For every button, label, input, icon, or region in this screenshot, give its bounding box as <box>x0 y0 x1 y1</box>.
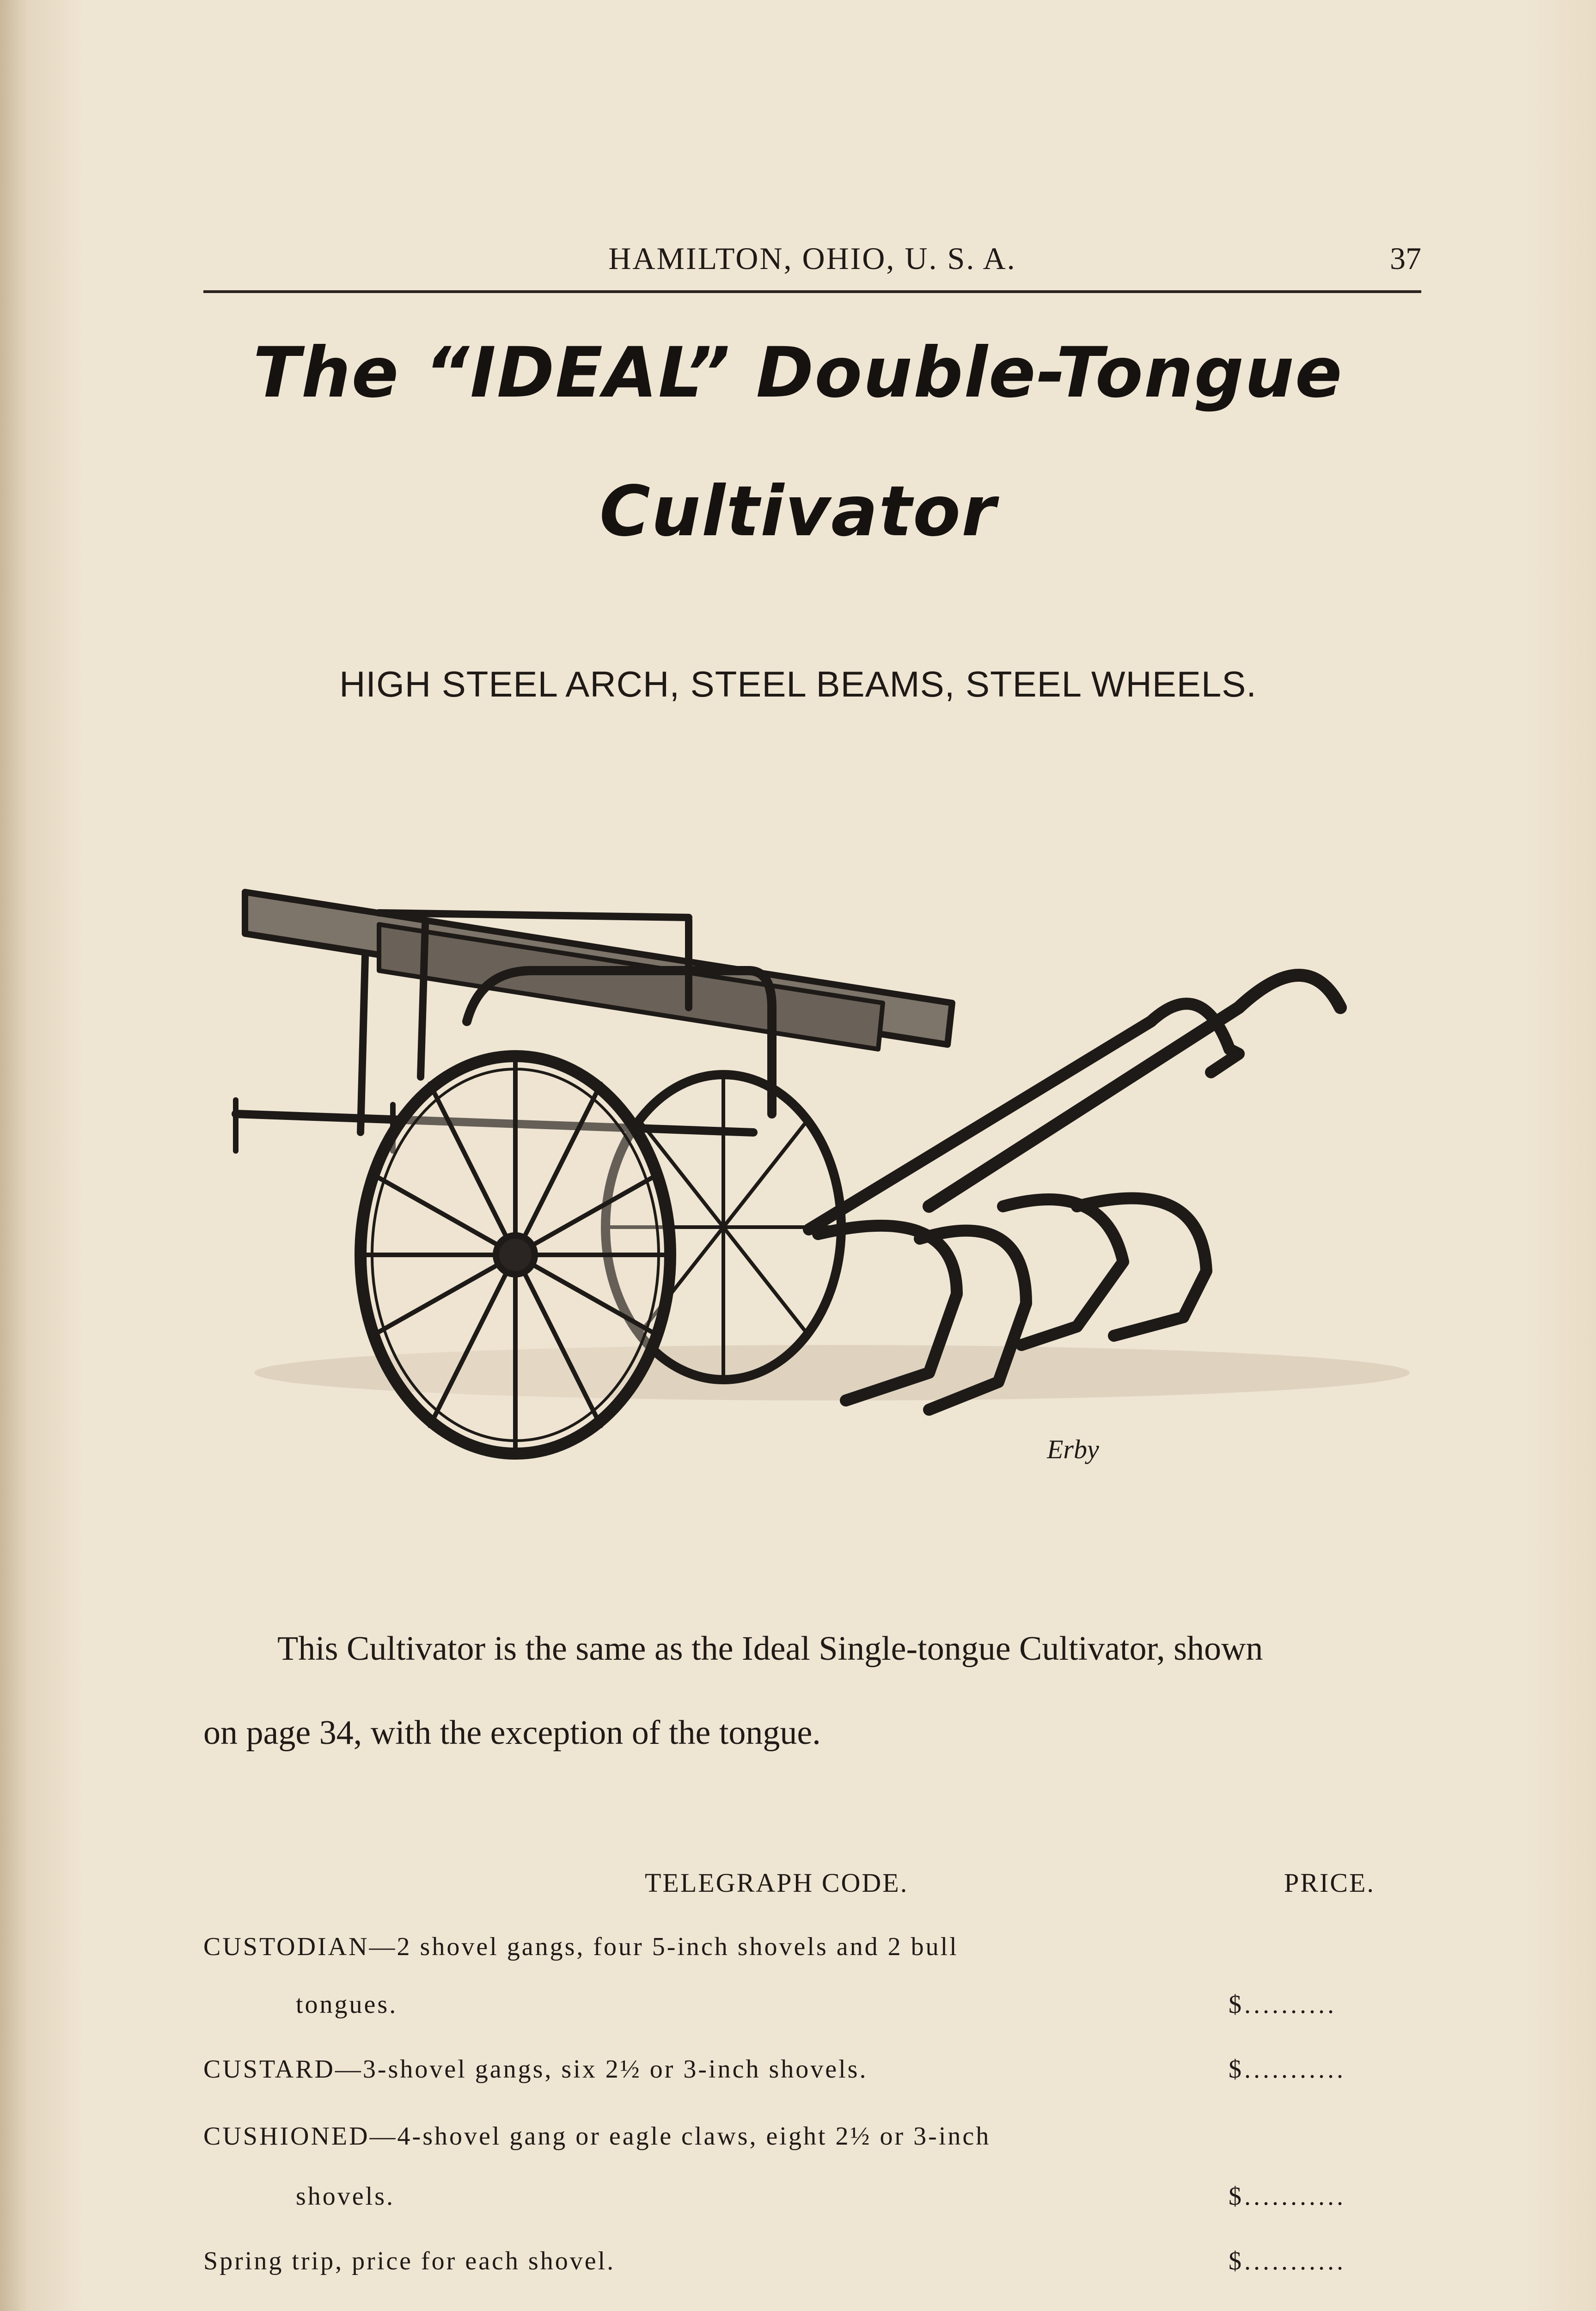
price-row-custodian-line-1: CUSTODIAN—2 shovel gangs, four 5-inch shovels and 2 bull <box>203 1932 959 1961</box>
description-line-1: This Cultivator is the same as the Ideal Single-tongue Cultivator, shown <box>277 1630 1263 1668</box>
page-title-line-1: The “IDEAL” Double-Tongue <box>253 333 1343 413</box>
cultivator-engraving <box>208 855 1410 1502</box>
price-row-custard: CUSTARD—3-shovel gangs, six 2½ or 3-inch shovels. <box>203 2055 868 2084</box>
price-heading: PRICE. <box>1284 1868 1375 1898</box>
price-row-custodian-line-2: tongues. <box>296 1990 398 2019</box>
price-row-custard-price: $........... <box>1229 2055 1346 2084</box>
price-row-cushioned-line-1: CUSHIONED—4-shovel gang or eagle claws, eight 2½ or 3-inch <box>203 2122 991 2151</box>
price-row-cushioned-price: $........... <box>1229 2182 1346 2211</box>
price-row-custodian-price: $.......... <box>1229 1990 1337 2019</box>
price-row-cushioned-line-2: shovels. <box>296 2182 395 2211</box>
telegraph-code-heading: TELEGRAPH CODE. <box>645 1868 909 1898</box>
running-head: HAMILTON, OHIO, U. S. A. <box>608 241 1016 276</box>
price-row-spring-trip-price: $........... <box>1229 2247 1346 2275</box>
page-header <box>203 236 1421 291</box>
product-subtitle: HIGH STEEL ARCH, STEEL BEAMS, STEEL WHEELS. <box>339 664 1257 704</box>
page-number: 37 <box>1390 241 1421 276</box>
price-row-spring-trip: Spring trip, price for each shovel. <box>203 2247 616 2275</box>
engraver-signature: Erby <box>1047 1434 1099 1464</box>
description-line-2: on page 34, with the exception of the tongue. <box>203 1714 821 1752</box>
header-rule <box>203 290 1421 293</box>
page-title-line-2: Cultivator <box>599 471 997 552</box>
